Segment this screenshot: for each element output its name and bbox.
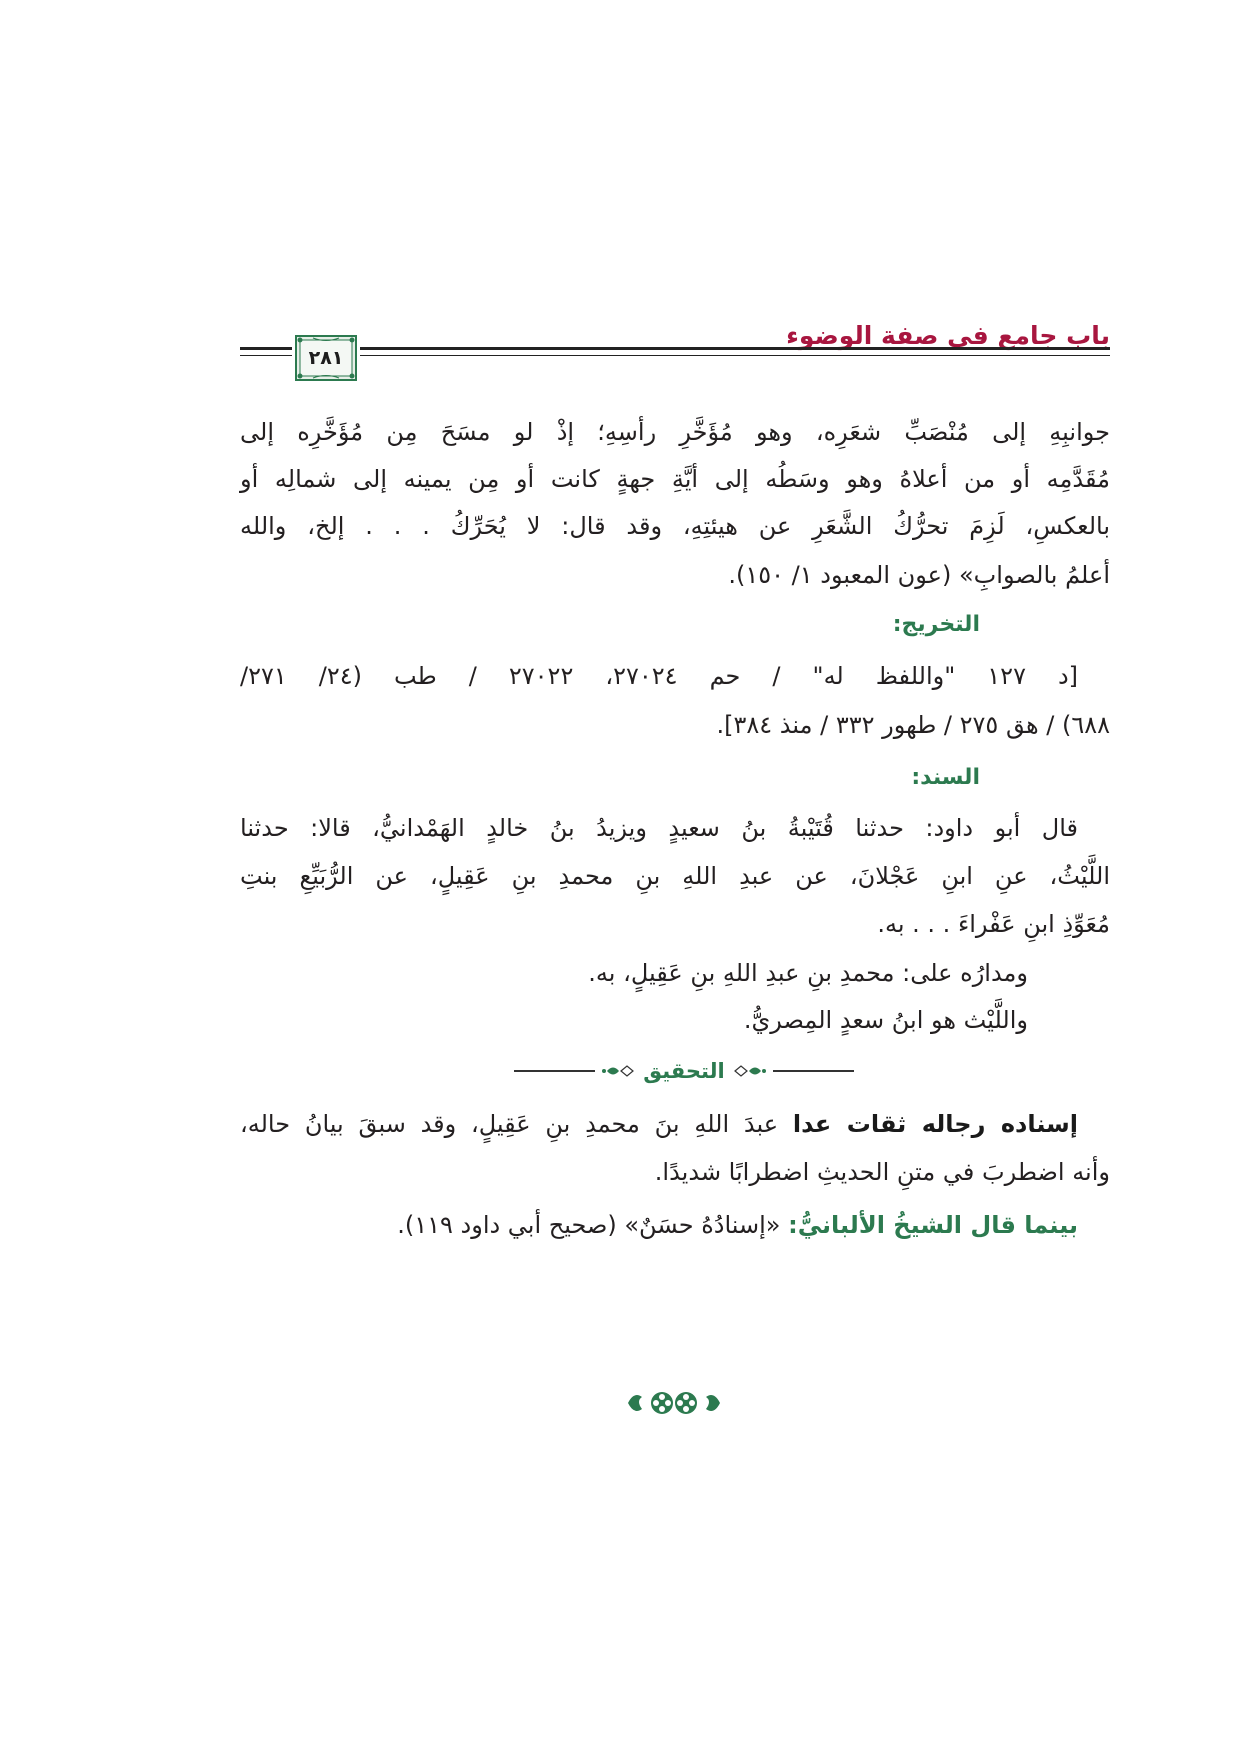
takhrij-line-1: [د ١٢٧ "واللفظ له" / حم ٢٧٠٢٤، ٢٧٠٢٢ / طب (٢٤/ ٢٧١/ <box>240 662 1079 690</box>
header-rule-left <box>240 347 292 356</box>
sanad-note-2: واللَّيْث هو ابنُ سعدٍ المِصريُّ. <box>743 1006 1028 1034</box>
takhrij-line-2: ٦٨٨) / هق ٢٧٥ / طهور ٣٣٢ / منذ ٣٨٤]. <box>716 711 1110 739</box>
page-number-box <box>295 335 357 381</box>
sanad-line-3: مُعَوِّذِ ابنِ عَفْراءَ . . . به. <box>877 910 1110 938</box>
divider-rule-right <box>773 1070 854 1072</box>
floral-end-ornament-icon <box>624 1383 724 1423</box>
header-rule-right <box>360 347 1110 356</box>
floral-divider-icon <box>601 1063 635 1079</box>
albani-line <box>240 1205 1078 1245</box>
quote-line-4: أعلمُ بالصوابِ» (عون المعبود ١/ ١٥٠). <box>728 561 1110 589</box>
sanad-note-1: ومدارُه على: محمدِ بنِ عبدِ اللهِ بنِ عَقِيلٍ، به. <box>588 959 1028 987</box>
tahqiq-divider <box>514 1056 854 1086</box>
albani-text: «إسنادُهُ حسَنٌ» (صحيح أبي داود ١١٩). <box>397 1211 789 1239</box>
floral-divider-icon <box>733 1063 767 1079</box>
quote-line-1: جوانبِهِ إلى مُنْصَبِّ شعَرِه، وهو مُؤَخَّرِ رأسِهِ؛ إذْ لو مسَحَ مِن مُؤَخَّرِه إلى <box>240 418 1110 446</box>
tahqiq-lead: إسناده رجاله ثقات عدا <box>792 1110 1079 1138</box>
page-number: ٢٨١ <box>308 347 344 369</box>
tahqiq-line-1-text: عبدَ اللهِ بنَ محمدِ بنِ عَقِيلٍ، وقد سبقَ بيانُ حاله، <box>240 1110 793 1138</box>
sanad-line-2: اللَّيْثُ، عنِ ابنِ عَجْلانَ، عن عبدِ اللهِ بنِ محمدِ بنِ عَقِيلٍ، عن الرُّبَيِّعِ بنتِ <box>240 862 1110 890</box>
quote-line-2: مُقَدَّمِه أو من أعلاهُ وهو وسَطُه إلى أيَّةِ جهةٍ كانت أو مِن يمينه إلى شمالِه أو <box>240 465 1110 493</box>
sanad-line-1: قال أبو داود: حدثنا قُتَيْبةُ بنُ سعيدٍ ويزيدُ بنُ خالدٍ الهَمْدانيُّ، قالا: حدثنا <box>240 814 1078 842</box>
takhrij-heading: التخريج: <box>892 612 980 637</box>
tahqiq-line-2: وأنه اضطربَ في متنِ الحديثِ اضطرابًا شديدًا. <box>654 1158 1110 1186</box>
divider-rule-left <box>514 1070 595 1072</box>
sanad-heading: السند: <box>911 765 980 790</box>
tahqiq-line-1 <box>240 1104 1078 1144</box>
tahqiq-heading: التحقيق <box>643 1059 725 1083</box>
albani-label: بينما قال الشيخُ الألبانيُّ: <box>788 1211 1078 1239</box>
quote-line-3: بالعكسِ، لَزِمَ تحرُّكُ الشَّعَرِ عن هيئتِهِ، وقد قال: لا يُحَرِّكُ . . . إلخ، والله <box>240 512 1110 540</box>
running-header-title: باب جامع في صفة الوضوء <box>786 321 1110 350</box>
